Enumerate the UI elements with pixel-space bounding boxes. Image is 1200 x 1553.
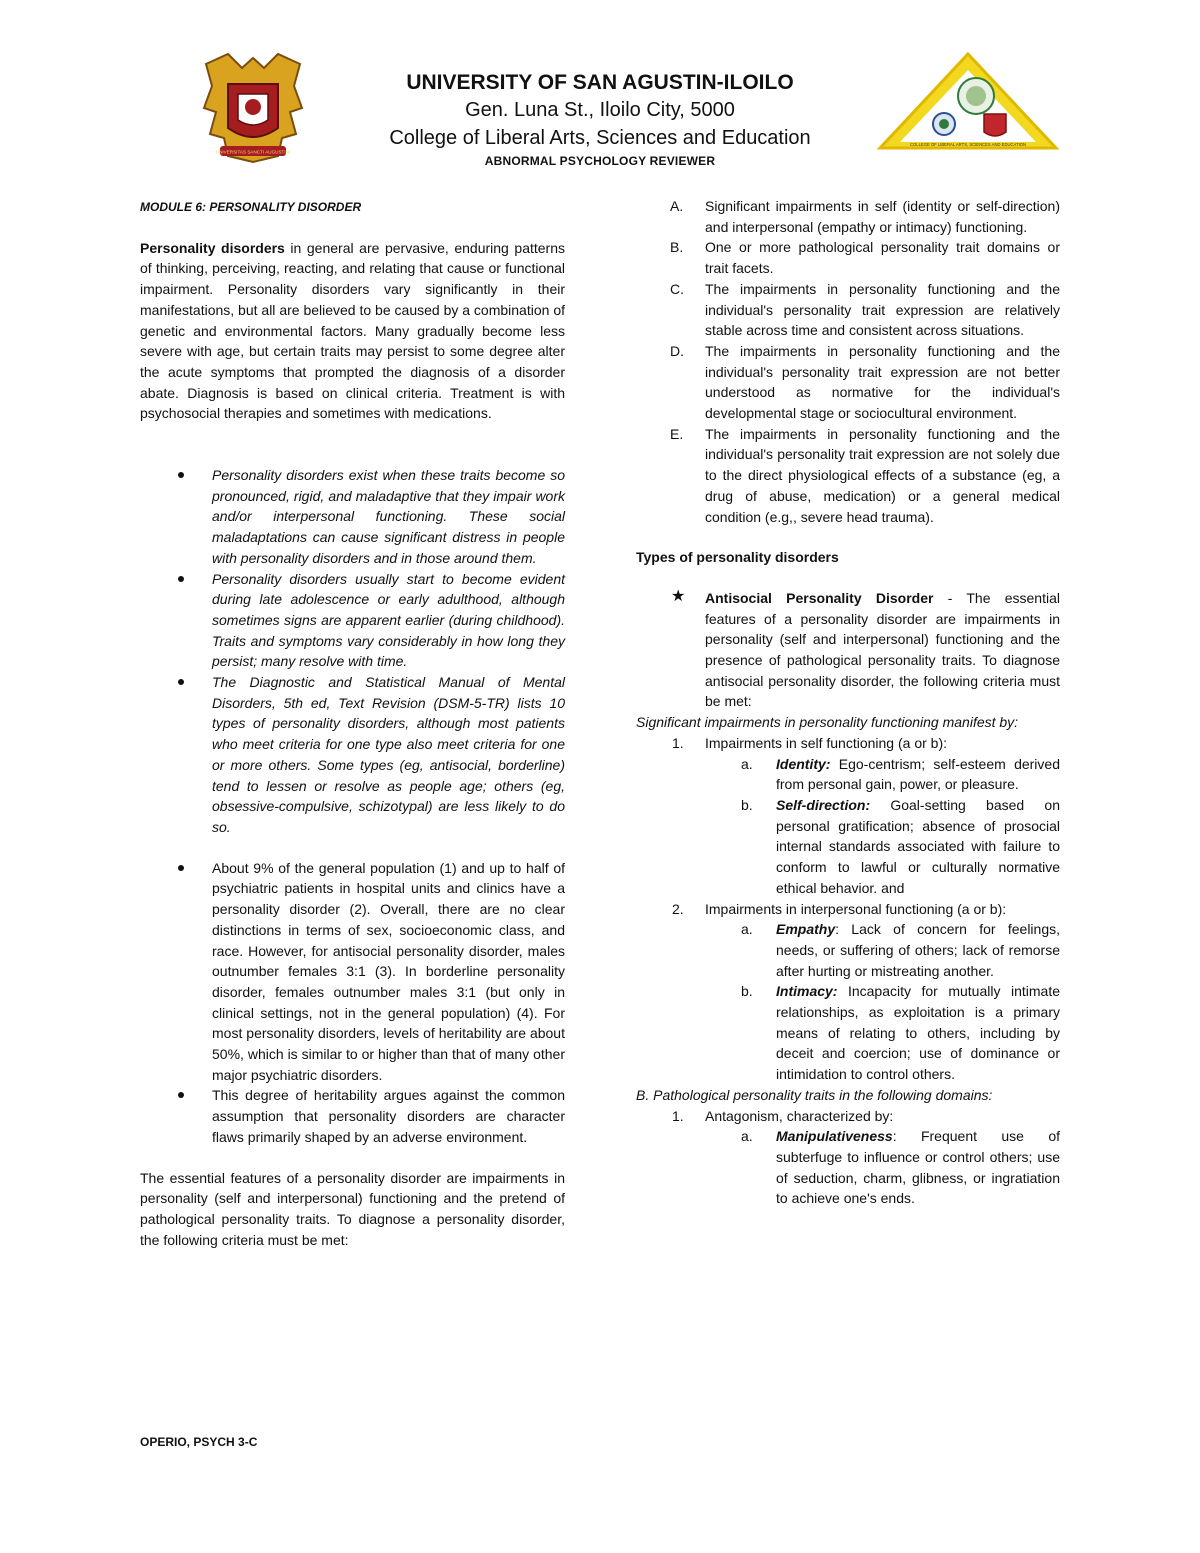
list-item xyxy=(636,733,1060,754)
list-label: a. xyxy=(741,921,753,938)
aspd-item xyxy=(636,588,1060,712)
module-title: MODULE 6: PERSONALITY DISORDER xyxy=(140,200,362,214)
antagonism xyxy=(636,1106,1060,1127)
list-text: Antagonism, characterized by: xyxy=(705,1107,894,1124)
list-item xyxy=(636,981,1060,1085)
left-column xyxy=(140,196,565,1250)
document-header xyxy=(0,70,1200,168)
list-term: Manipulativeness xyxy=(776,1128,893,1145)
list-item xyxy=(636,795,1060,899)
significant-impairments-text: Significant impairments in personality functioning manifest by: xyxy=(636,714,1019,731)
closing-paragraph: The essential features of a personality disorder are impairments in personality (self and interpersonal) functioning and the pretend of pathological personality traits. To diagnose a personality disorder, the following criteria must be met: xyxy=(140,1169,565,1248)
list-text: Impairments in interpersonal functioning (a or b): xyxy=(705,900,1007,917)
list-term: Intimacy: xyxy=(776,983,838,1000)
criteria-list xyxy=(636,196,1060,527)
list-text: The impairments in personality functioning and the individual's personality trait expression are relatively stable across time and consistent across situations. xyxy=(705,280,1060,339)
list-label: D. xyxy=(670,342,684,359)
list-label: A. xyxy=(670,198,684,214)
list-term: Empathy xyxy=(776,921,836,938)
self-functioning xyxy=(636,733,1060,754)
list-text: The impairments in personality functioning and the individual's personality trait expression are not better understood as normative for the individual's developmental stage or sociocultural environment. xyxy=(705,342,1060,422)
college-name: College of Liberal Arts, Sciences and Education xyxy=(389,127,811,149)
list-text: One or more pathological personality trait domains or trait facets. xyxy=(705,239,1060,277)
aspd-text: - The essential features of a personality disorder are impairments in personality (self and interpersonal) functioning and the presence of pathological personality traits. To diagnose antisocial personality disorder, the following criteria must be met: xyxy=(705,589,1060,710)
crest-banner-text: UNIVERSITAS SANCTI AUGUSTINI xyxy=(215,149,291,155)
list-text: The impairments in personality functioning and the individual's personality trait expression are not solely due to the direct physiological effects of a substance (eg, a drug of abuse, medication) or a general medical condition (e.g,, severe head trauma). xyxy=(705,425,1060,525)
italic-bullet-list xyxy=(140,465,565,838)
list-item xyxy=(636,899,1060,920)
list-label: 2. xyxy=(672,900,684,917)
list-text: Goal-setting based on personal gratification; absence of prosocial internal standards associated with failure to conform to lawful or culturally normative ethical behavior. and xyxy=(776,796,1060,896)
list-text: : Lack of concern for feelings, needs, or suffering of others; lack of remorse after hurting or mistreating another. xyxy=(776,921,1060,979)
footer-author: OPERIO, PSYCH 3-C xyxy=(140,1435,258,1449)
aspd-title: Antisocial Personality Disorder xyxy=(705,589,934,606)
list-item xyxy=(636,196,1060,237)
antagonism-items xyxy=(636,1126,1060,1209)
list-text: Significant impairments in self (identity or self-direction) and interpersonal (empathy or intimacy) functioning. xyxy=(705,198,1060,235)
list-label: C. xyxy=(670,280,684,297)
list-label: 1. xyxy=(672,734,684,751)
list-item xyxy=(636,1106,1060,1127)
list-text: Incapacity for mutually intimate relationships, as exploitation is a primary means of relating to others, including by deceit and coercion; use of dominance or intimidation to control others. xyxy=(776,983,1060,1083)
plain-bullet-list xyxy=(140,858,565,1148)
list-item: About 9% of the general population (1) and up to half of psychiatric patients in hospital units and clinics have a personality disorder (2). Overall, there are no clear distinctions in terms of sex, socioeconomic class, and race. However, for antisocial personality disorder, males outnumber females 3:1 (3). In borderline personality disorder, females outnumber males 3:1 (but only in clinical settings, not in the general population) (4). For most personality disorders, levels of heritability are about 50%, which is similar to or higher than that of many other major psychiatric disorders. xyxy=(140,858,565,1086)
intro-text: in general are pervasive, enduring patterns of thinking, perceiving, reacting, and relating that cause or functional impairment. Personality disorders vary significantly in their manifestations, but all are believed to be caused by a combination of genetic and environmental factors. Many gradually become less severe with age, but certain traits may persist to some degree alter the acute symptoms that prompted the diagnosis of a disorder abate. Diagnosis is based on clinical criteria. Treatment is with psychosocial therapies and sometimes with medications. xyxy=(140,239,565,422)
list-item: Personality disorders usually start to become evident during late adolescence or early adulthood, although sometimes signs are apparent earlier (during childhood). Traits and symptoms vary considerably in how long they persist; many resolve with time. xyxy=(140,569,565,673)
intro-bold-term: Personality disorders xyxy=(140,239,285,256)
reviewer-title: ABNORMAL PSYCHOLOGY REVIEWER xyxy=(484,154,716,168)
list-item: This degree of heritability argues against the common assumption that personality disorders are character flaws primarily shaped by an adverse environment. xyxy=(140,1085,565,1147)
list-item xyxy=(636,1126,1060,1209)
list-label: 1. xyxy=(672,1107,684,1124)
list-item xyxy=(636,279,1060,341)
university-address: Gen. Luna St., Iloilo City, 5000 xyxy=(465,99,735,121)
intro-paragraph xyxy=(140,238,565,424)
list-item xyxy=(636,341,1060,424)
list-label: E. xyxy=(670,425,684,442)
list-text: Ego-centrism; self-esteem derived from personal gain, power, or pleasure. xyxy=(776,755,1060,793)
self-functioning-items xyxy=(636,754,1060,899)
list-item xyxy=(636,754,1060,795)
list-item xyxy=(636,237,1060,278)
right-column xyxy=(636,196,1060,1209)
list-item: Personality disorders exist when these traits become so pronounced, rigid, and maladaptive that they impair work and/or interpersonal functioning. These social maladaptations can cause significant distress in people with personality disorders and in those around them. xyxy=(140,465,565,569)
star-icon: ★ xyxy=(671,587,686,605)
interpersonal-functioning-items xyxy=(636,919,1060,1085)
list-label: a. xyxy=(741,755,753,772)
list-text: : Frequent use of subterfuge to influence or control others; use of seduction, charm, glibness, or ingratiation to achieve one's ends. xyxy=(776,1128,1060,1207)
interpersonal-functioning xyxy=(636,899,1060,920)
pathological-traits-heading: B. Pathological personality traits in the following domains: xyxy=(636,1086,993,1103)
list-term: Identity: xyxy=(776,755,831,772)
triangle-banner-text: COLLEGE OF LIBERAL ARTS, SCIENCES AND EDUCATION xyxy=(909,142,1027,147)
list-label: B. xyxy=(670,239,684,256)
list-label: b. xyxy=(741,983,753,1000)
list-label: b. xyxy=(741,796,753,813)
list-text: Impairments in self functioning (a or b): xyxy=(705,734,947,751)
list-item: The Diagnostic and Statistical Manual of Mental Disorders, 5th ed, Text Revision (DSM-5-TR) lists 10 types of personality disorders, although most patients who meet criteria for one type also meet criteria for one or more others. Some types (eg, antisocial, borderline) tend to lessen or resolve as people age; others (eg, obsessive-compulsive, schizotypal) are less likely to do so. xyxy=(140,672,565,838)
list-item xyxy=(636,424,1060,528)
types-heading: Types of personality disorders xyxy=(636,549,839,566)
list-label: a. xyxy=(741,1128,753,1145)
list-item xyxy=(636,919,1060,981)
list-term: Self-direction: xyxy=(776,796,871,813)
university-name: UNIVERSITY OF SAN AGUSTIN-ILOILO xyxy=(406,71,794,94)
